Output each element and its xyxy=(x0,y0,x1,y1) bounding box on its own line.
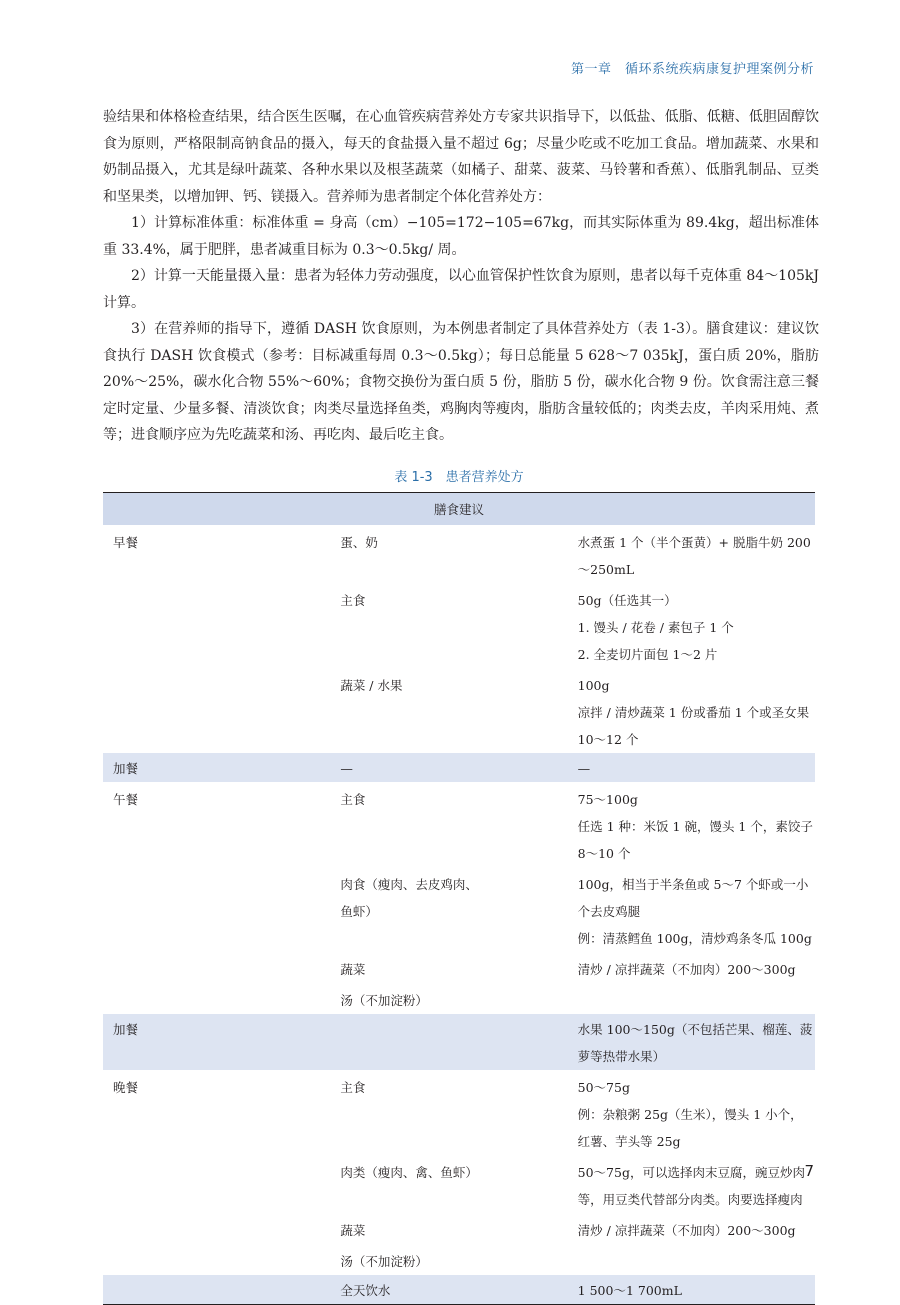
paragraph: 1）计算标准体重：标准体重 = 身高（cm）−105=172−105=67kg，而其实际体重为 89.4kg，超出标准体重 33.4%，属于肥胖，患者减重目标为 0.3～0.5kg/ 周。 xyxy=(103,215,819,258)
table-row xyxy=(103,1275,815,1305)
meal-cell xyxy=(103,583,340,668)
table-row xyxy=(103,1014,815,1070)
table-caption: 表 1-3 患者营养处方 xyxy=(394,470,524,485)
meal-cell xyxy=(103,867,340,952)
meal-cell xyxy=(103,952,340,983)
category-cell: 汤（不加淀粉） xyxy=(340,1254,428,1269)
advice-cell: 清炒 / 凉拌蔬菜（不加肉）200～300g xyxy=(577,1223,796,1238)
category-cell: — xyxy=(340,761,353,776)
meal-cell xyxy=(103,668,340,753)
category-cell: 汤（不加淀粉） xyxy=(340,993,428,1008)
category-cell: 肉类（瘦肉、禽、鱼虾） xyxy=(340,1165,478,1180)
advice-cell: 100g，相当于半条鱼或 5～7 个虾或一小个去皮鸡腿 例：清蒸鳕鱼 100g，清炒鸡条冬瓜 100g xyxy=(577,877,812,946)
table-row xyxy=(103,583,815,668)
meal-cell xyxy=(103,1155,340,1213)
meal-cell: 早餐 xyxy=(113,535,139,550)
advice-cell: 水果 100～150g（不包括芒果、榴莲、菠萝等热带水果） xyxy=(577,1022,813,1064)
chapter-header: 第一章 循环系统疾病康复护理案例分析 xyxy=(570,62,814,77)
category-cell: 蔬菜 xyxy=(340,1223,366,1238)
category-cell: 肉食（瘦肉、去皮鸡肉、鱼虾） xyxy=(340,877,478,919)
table-row xyxy=(103,983,815,1014)
category-cell: 主食 xyxy=(340,593,366,608)
advice-cell: 水煮蛋 1 个（半个蛋黄）+ 脱脂牛奶 200～250mL xyxy=(577,535,811,577)
table-row xyxy=(103,867,815,952)
advice-cell: 50g（任选其一） 1. 馒头 / 花卷 / 素包子 1 个 2. 全麦切片面包 1～2 片 xyxy=(577,593,734,662)
advice-cell: — xyxy=(577,761,591,776)
table-row xyxy=(103,1213,815,1244)
meal-cell: 加餐 xyxy=(113,761,139,776)
nutrition-table xyxy=(103,492,815,1305)
meal-cell xyxy=(103,1213,340,1244)
meal-cell: 午餐 xyxy=(113,792,139,807)
table-row xyxy=(103,525,815,583)
category-cell: 蛋、奶 xyxy=(340,535,378,550)
body-text xyxy=(103,104,819,449)
advice-cell xyxy=(578,1244,815,1275)
meal-cell: 晚餐 xyxy=(113,1080,139,1095)
paragraph: 2）计算一天能量摄入量：患者为轻体力劳动强度，以心血管保护性饮食为原则，患者以每千克体重 84～105kJ 计算。 xyxy=(103,268,819,311)
paragraph: 验结果和体格检查结果，结合医生医嘱，在心血管疾病营养处方专家共识指导下，以低盐、低脂、低糖、低胆固醇饮食为原则，严格限制高钠食品的摄入，每天的食盐摄入量不超过 6g；尽量少吃或不吃加工食品。增加蔬菜、水果和奶制品摄入，尤其是绿叶蔬菜、各种水果以及根茎蔬菜（如橘子、甜菜、菠菜、马铃薯和香蕉）、低脂乳制品、豆类和坚果类，以增加钾、钙、镁摄入。营养师为患者制定个体化营养处方： xyxy=(103,109,819,205)
category-cell: 主食 xyxy=(340,792,366,807)
table-header: 膳食建议 xyxy=(103,493,815,526)
table-row xyxy=(103,952,815,983)
table-row xyxy=(103,1070,815,1155)
advice-cell: 50～75g，可以选择肉末豆腐，豌豆炒肉等，用豆类代替部分肉类。肉要选择瘦肉 xyxy=(577,1165,805,1207)
page-number: 7 xyxy=(804,1162,814,1180)
category-cell: 蔬菜 xyxy=(340,962,366,977)
meal-cell xyxy=(103,983,340,1014)
advice-cell: 100g 凉拌 / 清炒蔬菜 1 份或番茄 1 个或圣女果 10～12 个 xyxy=(577,678,810,747)
table-row xyxy=(103,668,815,753)
meal-cell: 加餐 xyxy=(113,1022,139,1037)
advice-cell: 1 500～1 700mL xyxy=(578,1275,815,1305)
meal-cell xyxy=(103,1244,340,1275)
paragraph: 3）在营养师的指导下，遵循 DASH 饮食原则，为本例患者制定了具体营养处方（表 1-3）。膳食建议：建议饮食执行 DASH 饮食模式（参考：目标减重每周 0.3～0.5kg）；每日总能量 5 628～7 035kJ，蛋白质 20%，脂肪 20%～25%，碳水化合物 55%～60%；食物交换份为蛋白质 5 份，脂肪 5 份，碳水化合物 9 份。饮食需注意三餐定时定量、少量多餐、清淡饮食；肉类尽量选择鱼类，鸡胸肉等瘦肉，脂肪含量较低的；肉类去皮，羊肉采用炖、煮等；进食顺序应为先吃蔬菜和汤、再吃肉、最后吃主食。 xyxy=(103,321,819,443)
table-row xyxy=(103,1155,815,1213)
table-body xyxy=(103,525,815,1305)
category-cell: 蔬菜 / 水果 xyxy=(340,678,403,693)
category-cell: 全天饮水 xyxy=(340,1275,577,1305)
table-row xyxy=(103,753,815,782)
table-row xyxy=(103,1244,815,1275)
meal-cell xyxy=(103,1275,340,1305)
category-cell: 主食 xyxy=(340,1080,366,1095)
table-row xyxy=(103,782,815,867)
advice-cell: 75～100g 任选 1 种：米饭 1 碗，馒头 1 个，素饺子 8～10 个 xyxy=(577,792,813,861)
advice-cell xyxy=(578,983,815,1014)
category-cell xyxy=(340,1014,577,1070)
advice-cell: 清炒 / 凉拌蔬菜（不加肉）200～300g xyxy=(577,962,796,977)
advice-cell: 50～75g 例：杂粮粥 25g（生米），馒头 1 小个，红薯、芋头等 25g xyxy=(577,1080,803,1149)
